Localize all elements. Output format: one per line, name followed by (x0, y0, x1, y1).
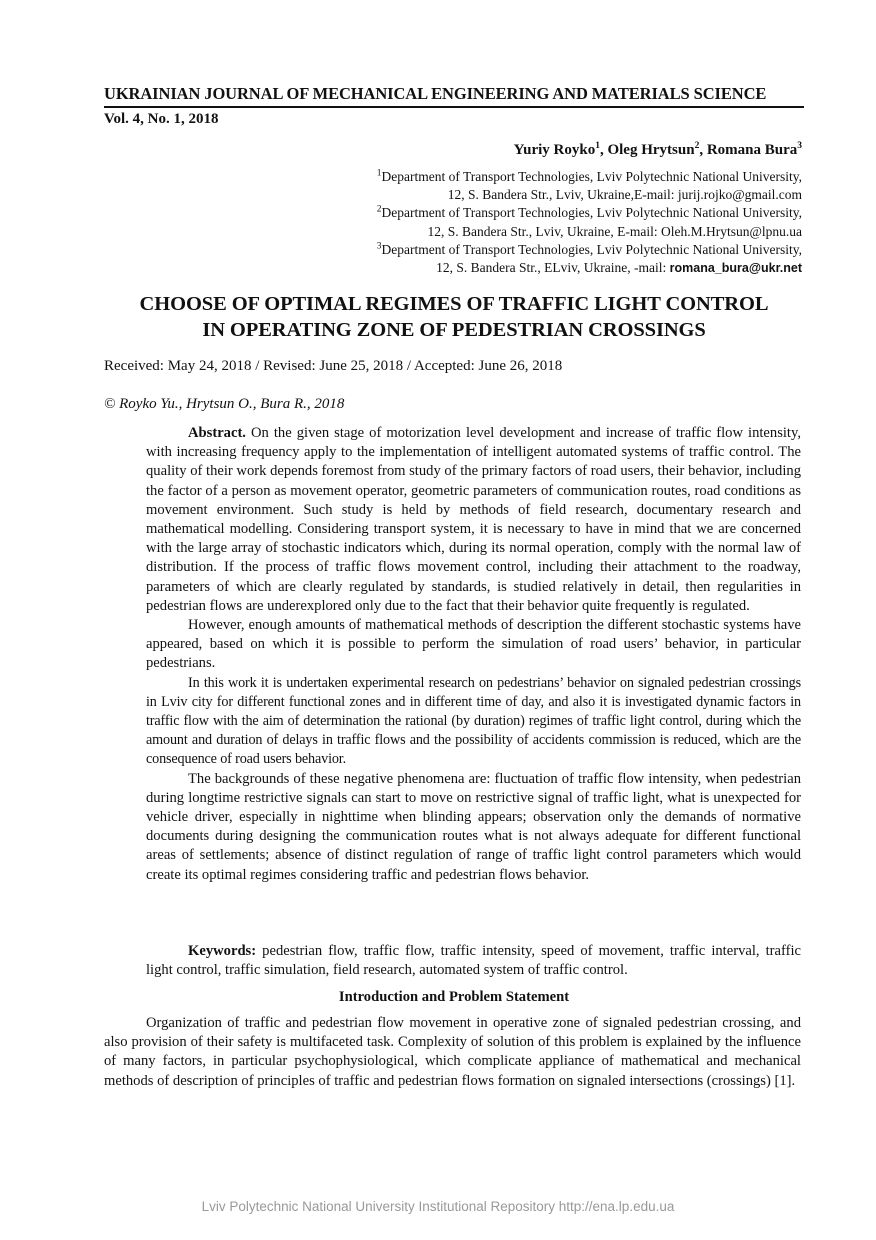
abstract (146, 424, 801, 885)
paper-title (104, 291, 804, 343)
affiliations (282, 168, 802, 277)
author-name: Romana Bura (706, 142, 798, 158)
keywords (146, 942, 801, 980)
author-name: Oleg Hrytsun (607, 142, 695, 158)
keywords-text: pedestrian flow, traffic flow, traffic intensity, speed of movement, traffic interval, traffic light control, traffic simulation, field research, automated system of traffic control. (146, 943, 801, 979)
body-paragraph: Organization of traffic and pedestrian flow movement in operative zone of signaled pedestrian crossing, and also provision of their safety is multifaceted task. Complexity of solution of this problem is explained by the influence of many factors, in particular psychophysiological, which complicate appliance of mathematical and mechanical methods of description of principles of traffic and pedestrian flows formation on signaled intersections (crossings) [1]. (104, 1015, 801, 1089)
keywords-label: Keywords: (188, 943, 257, 959)
author-sup: 3 (797, 141, 802, 151)
affiliation-address: 12, S. Bandera Str., Lviv, Ukraine,E-mail: jurij.rojko@gmail.com (447, 187, 802, 203)
volume-info: Vol. 4, No. 1, 2018 (104, 111, 219, 127)
affiliation-line (282, 241, 802, 259)
affiliation-sup: 2 (376, 204, 382, 215)
copyright-notice: © Royko Yu., Hrytsun O., Bura R., 2018 (104, 396, 345, 412)
section-heading: Introduction and Problem Statement (338, 989, 570, 1005)
paper-title-line: CHOOSE OF OPTIMAL REGIMES OF TRAFFIC LIGHT CONTROL (139, 293, 769, 315)
affiliation-address (282, 259, 802, 277)
paper-title-line: IN OPERATING ZONE OF PEDESTRIAN CROSSINGS (202, 319, 706, 341)
abstract-paragraph: In this work it is undertaken experimental research on pedestrians’ behavior on signaled pedestrian crossings in Lviv city for different functional zones and in different time of day, and also it is investigated dynamic factors in traffic flow with the aim of determination the rational (by duration) regimes of traffic light control, during which the amount and duration of delays in traffic flows and the possibility of accidents commission is reduced, which are the consequence of road users behavior. (146, 674, 801, 768)
abstract-text: On the given stage of motorization level development and increase of traffic flow intensity, with increasing frequency apply to the implementation of intelligent automated systems of traffic control. The quality of their work depends foremost from study of the primary factors of road users, their behavior, including the factor of a person as movement operator, geometric parameters of communication routes, road conditions as movement environment. Such study is held by methods of field research, documentary research and mathematical modelling. Considering transport system, it is necessary to have in mind that we are concerned with the large array of stochastic indicators which, during its normal operation, comply with the normal law of distribution. If the process of traffic flows movement control, including their attachment to the roadway, parameters of which are clearly regulated by standards, is studied relatively in detail, then regularities in pedestrian flows are underexplored only due to the fact that their behavior quite frequently is regulated. (146, 425, 801, 614)
author-name: Yuriy Royko (513, 142, 596, 158)
journal-title: UKRAINIAN JOURNAL OF MECHANICAL ENGINEERING AND MATERIALS SCIENCE (104, 84, 804, 108)
abstract-paragraph: However, enough amounts of mathematical methods of description the different stochastic systems have appeared, based on which it is possible to perform the simulation of road users’ behavior, in particular pedestrians. (146, 617, 801, 672)
abstract-label: Abstract. (188, 425, 246, 441)
affiliation-address-prefix: 12, S. Bandera Str., ELviv, Ukraine, -mail: (436, 260, 670, 276)
affiliation-line (282, 204, 802, 222)
affiliation-line (282, 168, 802, 186)
affiliation-department: Department of Transport Technologies, Lviv Polytechnic National University, (381, 241, 802, 257)
affiliation-department: Department of Transport Technologies, Lviv Polytechnic National University, (381, 205, 802, 221)
affiliation-sup: 1 (376, 168, 382, 179)
affiliation-department: Department of Transport Technologies, Lviv Polytechnic National University, (381, 169, 802, 184)
repository-footer: Lviv Polytechnic National University Institutional Repository http://ena.lp.edu.ua (201, 1199, 675, 1214)
publication-dates: Received: May 24, 2018 / Revised: June 25, 2018 / Accepted: June 26, 2018 (104, 358, 563, 374)
affiliation-sup: 3 (376, 241, 382, 252)
abstract-paragraph: The backgrounds of these negative phenomena are: fluctuation of traffic flow intensity, when pedestrian during longtime restrictive signals can start to move on restrictive signal of traffic light, what is unexpected for vehicle driver, especially in nighttime when blinding appears; observation only the demands of normative documents during designing the communication routes what is not always adequate for different functional areas of settlements; absence of distinct regulation of range of traffic light control parameters which would create its optimal regimes considering traffic and pedestrian flows behavior. (146, 770, 801, 883)
author-list: Yuriy Royko$^1$, Oleg Hrytsun$^2$, Romana Bura$^3$ (513, 141, 802, 158)
author-email: romana_bura@ukr.net (669, 261, 802, 276)
author-sup: 2 (694, 141, 700, 151)
affiliation-address: 12, S. Bandera Str., Lviv, Ukraine, E-mail: Oleh.M.Hrytsun@lpnu.ua (427, 223, 802, 239)
author-sup: 1 (595, 141, 600, 151)
abstract-paragraph (146, 424, 801, 616)
